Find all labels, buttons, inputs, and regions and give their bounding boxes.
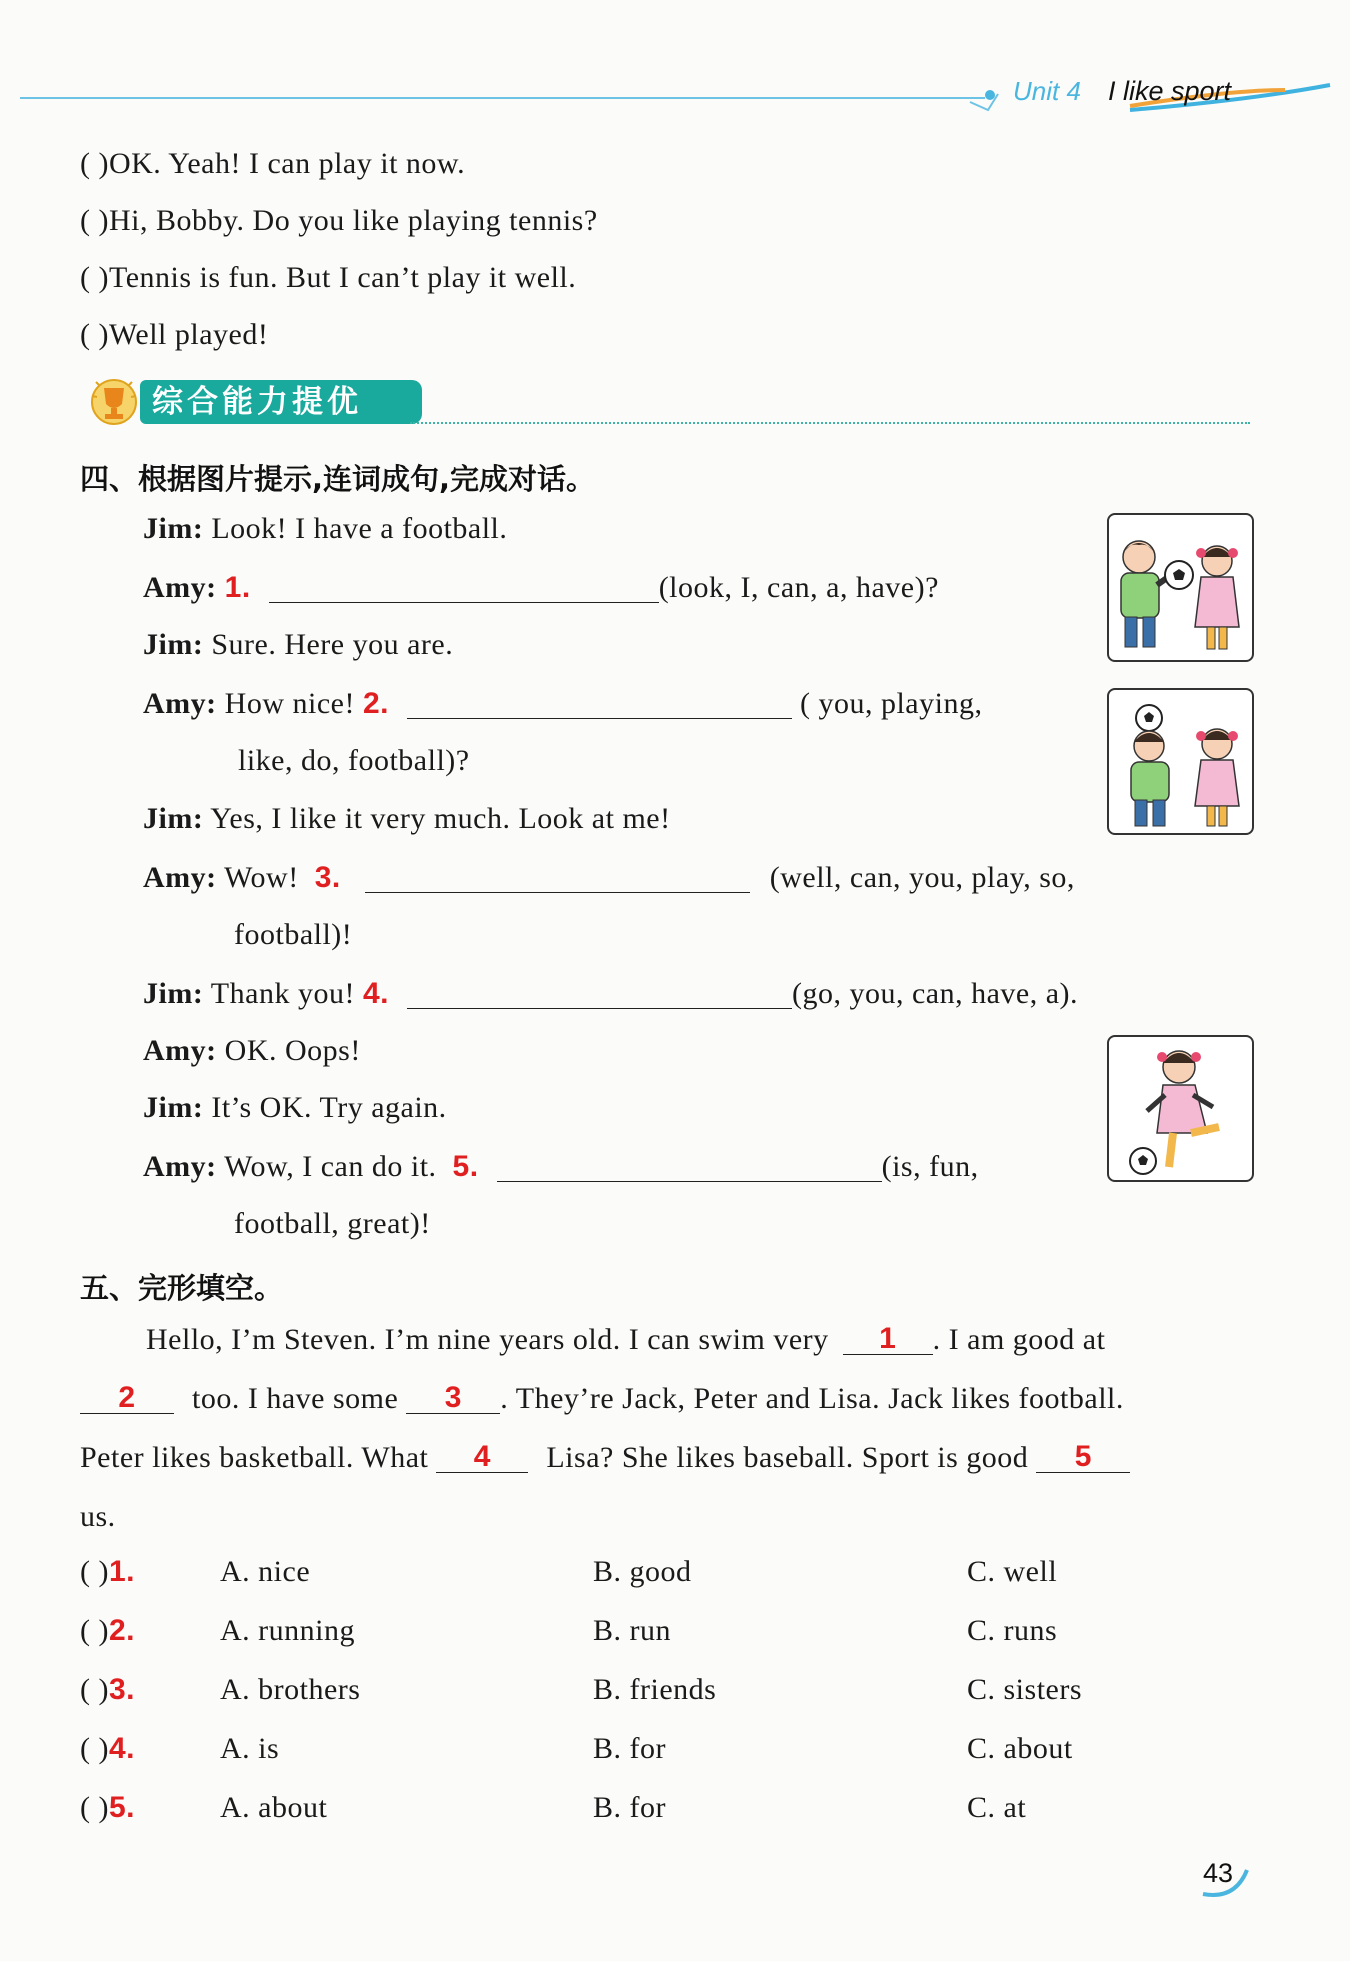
answer-blank[interactable] bbox=[407, 688, 792, 719]
dialogue-cont: football, great)! bbox=[234, 1207, 431, 1240]
blank-number: 2 bbox=[118, 1381, 136, 1414]
option-number: 2. bbox=[108, 1614, 136, 1647]
blank-number: 3 bbox=[444, 1381, 462, 1414]
section5-heading: 五、完形填空。 bbox=[80, 1271, 284, 1305]
option-row-2 bbox=[80, 1616, 135, 1646]
line-text: Wow! bbox=[224, 861, 299, 894]
option-a: A. brothers bbox=[220, 1673, 361, 1706]
speaker: Amy: bbox=[143, 861, 217, 894]
option-c: C. well bbox=[967, 1555, 1058, 1588]
blank-number: 1 bbox=[879, 1322, 897, 1355]
header-unit: Unit 4 bbox=[1013, 76, 1081, 106]
option-b: B. good bbox=[593, 1555, 692, 1588]
line-text: Wow, I can do it. bbox=[224, 1150, 437, 1183]
answer-blank[interactable] bbox=[497, 1151, 882, 1182]
speaker: Amy: bbox=[143, 1034, 217, 1067]
passage-line-4: us. bbox=[80, 1500, 116, 1533]
dialogue-line bbox=[143, 1151, 979, 1182]
word-hint: (look, I, can, a, have)? bbox=[658, 571, 939, 604]
question-number: 4. bbox=[362, 977, 389, 1010]
dialogue-cont: football)! bbox=[234, 918, 353, 951]
line-text: How nice! bbox=[224, 687, 355, 720]
order-line: ( )Hi, Bobby. Do you like playing tennis? bbox=[80, 204, 598, 237]
blank-number: 5 bbox=[1074, 1440, 1092, 1473]
passage-text: . I am good at bbox=[932, 1323, 1106, 1356]
answer-blank[interactable] bbox=[365, 862, 750, 893]
dialogue-line bbox=[143, 688, 982, 719]
word-hint: ( you, playing, bbox=[799, 687, 983, 720]
dialogue-line bbox=[143, 978, 1078, 1009]
question-number: 3. bbox=[314, 861, 341, 894]
section4-heading: 四、根据图片提示,连词成句,完成对话。 bbox=[80, 462, 596, 496]
option-a: A. running bbox=[220, 1614, 355, 1647]
section-banner bbox=[86, 380, 416, 424]
illustration-girl-kicking-ball bbox=[1107, 1035, 1254, 1182]
cloze-blank[interactable] bbox=[80, 1383, 174, 1414]
cloze-blank[interactable] bbox=[1036, 1442, 1130, 1473]
line-text: Sure. Here you are. bbox=[211, 628, 454, 661]
speaker: Jim: bbox=[143, 1091, 204, 1124]
trophy-icon bbox=[86, 376, 144, 428]
answer-paren[interactable]: ( ) bbox=[80, 1791, 109, 1824]
question-number: 5. bbox=[452, 1150, 479, 1183]
banner-label: 综合能力提优 bbox=[140, 380, 422, 424]
dialogue-line bbox=[143, 1093, 447, 1123]
line-text: Yes, I like it very much. Look at me! bbox=[210, 802, 671, 835]
passage-text: Peter likes basketball. What bbox=[80, 1441, 429, 1474]
speaker: Jim: bbox=[143, 802, 204, 835]
speaker: Amy: bbox=[143, 1150, 217, 1183]
option-row-5 bbox=[80, 1793, 135, 1823]
question-number: 2. bbox=[362, 687, 389, 720]
cloze-blank[interactable] bbox=[843, 1324, 933, 1355]
speaker: Jim: bbox=[143, 512, 204, 545]
dialogue-line bbox=[143, 1036, 361, 1066]
option-c: C. runs bbox=[967, 1614, 1058, 1647]
option-number: 1. bbox=[108, 1555, 136, 1588]
answer-paren[interactable]: ( ) bbox=[80, 1732, 109, 1765]
speaker: Amy: bbox=[143, 571, 217, 604]
speaker: Amy: bbox=[143, 687, 217, 720]
option-number: 4. bbox=[108, 1732, 136, 1765]
option-b: B. for bbox=[593, 1732, 666, 1765]
answer-blank[interactable] bbox=[407, 978, 792, 1009]
dialogue-line bbox=[143, 804, 671, 834]
dialogue-cont: like, do, football)? bbox=[238, 744, 470, 777]
option-row-4 bbox=[80, 1734, 135, 1764]
cloze-blank[interactable] bbox=[436, 1442, 528, 1473]
option-b: B. run bbox=[593, 1614, 671, 1647]
word-hint: (is, fun, bbox=[881, 1150, 979, 1183]
passage-text: . They’re Jack, Peter and Lisa. Jack likes football. bbox=[500, 1382, 1124, 1415]
word-hint: (well, can, you, play, so, bbox=[769, 861, 1075, 894]
passage-line-2 bbox=[80, 1383, 1124, 1414]
answer-paren[interactable]: ( ) bbox=[80, 1614, 109, 1647]
option-c: C. sisters bbox=[967, 1673, 1083, 1706]
option-row-1 bbox=[80, 1557, 135, 1587]
dialogue-line bbox=[143, 572, 939, 603]
option-number: 5. bbox=[108, 1791, 136, 1824]
passage-line-3 bbox=[80, 1442, 1130, 1473]
page-number: 43 bbox=[1203, 1858, 1234, 1888]
option-b: B. for bbox=[593, 1791, 666, 1824]
speaker: Jim: bbox=[143, 977, 204, 1010]
option-c: C. at bbox=[967, 1791, 1027, 1824]
cloze-blank[interactable] bbox=[406, 1383, 500, 1414]
option-a: A. is bbox=[220, 1732, 280, 1765]
option-number: 3. bbox=[108, 1673, 136, 1706]
answer-paren[interactable]: ( ) bbox=[80, 1673, 109, 1706]
order-line: ( )OK. Yeah! I can play it now. bbox=[80, 147, 466, 180]
answer-paren[interactable]: ( ) bbox=[80, 1555, 109, 1588]
header-title: I like sport bbox=[1108, 76, 1232, 106]
passage-text: Hello, I’m Steven. I’m nine years old. I can swim very bbox=[146, 1323, 829, 1356]
page-number-swoosh bbox=[1195, 1852, 1255, 1902]
dialogue-line bbox=[143, 514, 507, 544]
word-hint: (go, you, can, have, a). bbox=[791, 977, 1079, 1010]
option-b: B. friends bbox=[593, 1673, 717, 1706]
order-line: ( )Well played! bbox=[80, 318, 269, 351]
line-text: OK. Oops! bbox=[224, 1034, 361, 1067]
answer-blank[interactable] bbox=[269, 572, 659, 603]
option-a: A. about bbox=[220, 1791, 328, 1824]
line-text: Thank you! bbox=[210, 977, 355, 1010]
passage-text: Lisa? She likes baseball. Sport is good bbox=[546, 1441, 1029, 1474]
option-a: A. nice bbox=[220, 1555, 311, 1588]
option-row-3 bbox=[80, 1675, 135, 1705]
passage-text: too. I have some bbox=[192, 1382, 399, 1415]
order-line: ( )Tennis is fun. But I can’t play it well. bbox=[80, 261, 577, 294]
header-dot bbox=[985, 90, 995, 100]
line-text: It’s OK. Try again. bbox=[211, 1091, 447, 1124]
option-c: C. about bbox=[967, 1732, 1073, 1765]
passage-line-1 bbox=[146, 1324, 1105, 1355]
question-number: 1. bbox=[224, 571, 251, 604]
banner-divider bbox=[410, 422, 1250, 424]
dialogue-line bbox=[143, 862, 1075, 893]
illustration-boy-holding-football bbox=[1107, 513, 1254, 662]
blank-number: 4 bbox=[473, 1440, 491, 1473]
line-text: Look! I have a football. bbox=[211, 512, 508, 545]
speaker: Jim: bbox=[143, 628, 204, 661]
illustration-boy-heading-ball bbox=[1107, 688, 1254, 835]
dialogue-line bbox=[143, 630, 453, 660]
